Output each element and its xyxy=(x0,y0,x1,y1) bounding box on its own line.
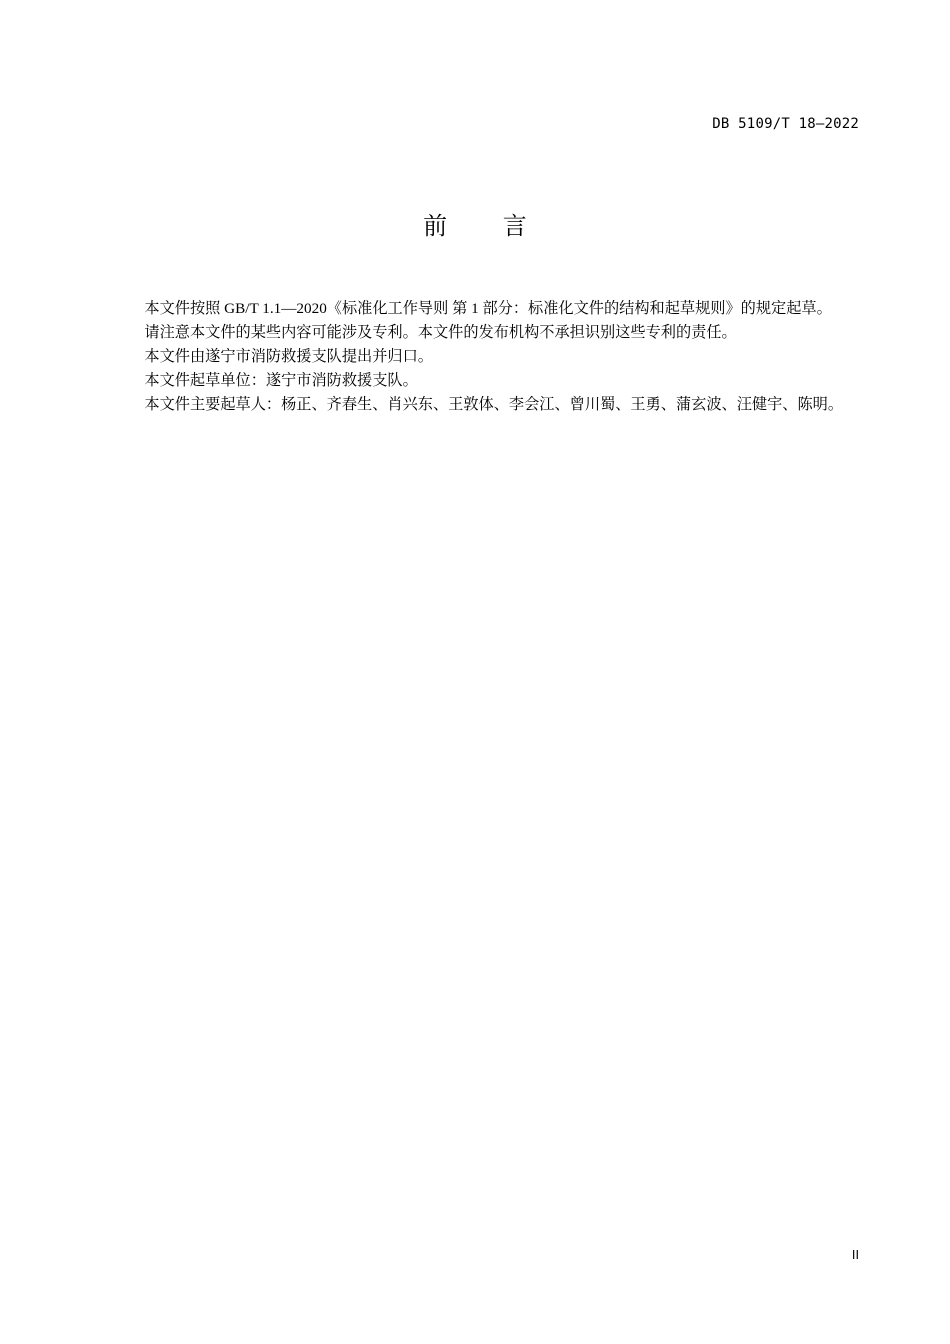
page-title: 前 言 xyxy=(423,212,551,240)
document-code: DB 5109/T 18—2022 xyxy=(712,116,859,132)
foreword-body xyxy=(114,297,860,417)
paragraph-patent-notice: 请注意本文件的某些内容可能涉及专利。本文件的发布机构不承担识别这些专利的责任。 xyxy=(144,324,737,341)
paragraph-proposer: 本文件由遂宁市消防救援支队提出并归口。 xyxy=(144,348,433,365)
paragraph-drafters: 本文件主要起草人：杨正、齐春生、肖兴东、王敦体、李会江、曾川蜀、王勇、蒲玄波、汪健宇、陈明。 xyxy=(144,396,844,413)
page-number: II xyxy=(851,1248,859,1262)
paragraph-drafting-rules: 本文件按照 GB/T 1.1—2020《标准化工作导则 第 1 部分：标准化文件的结构和起草规则》的规定起草。 xyxy=(144,300,832,317)
paragraph-drafting-unit: 本文件起草单位：遂宁市消防救援支队。 xyxy=(144,372,418,389)
